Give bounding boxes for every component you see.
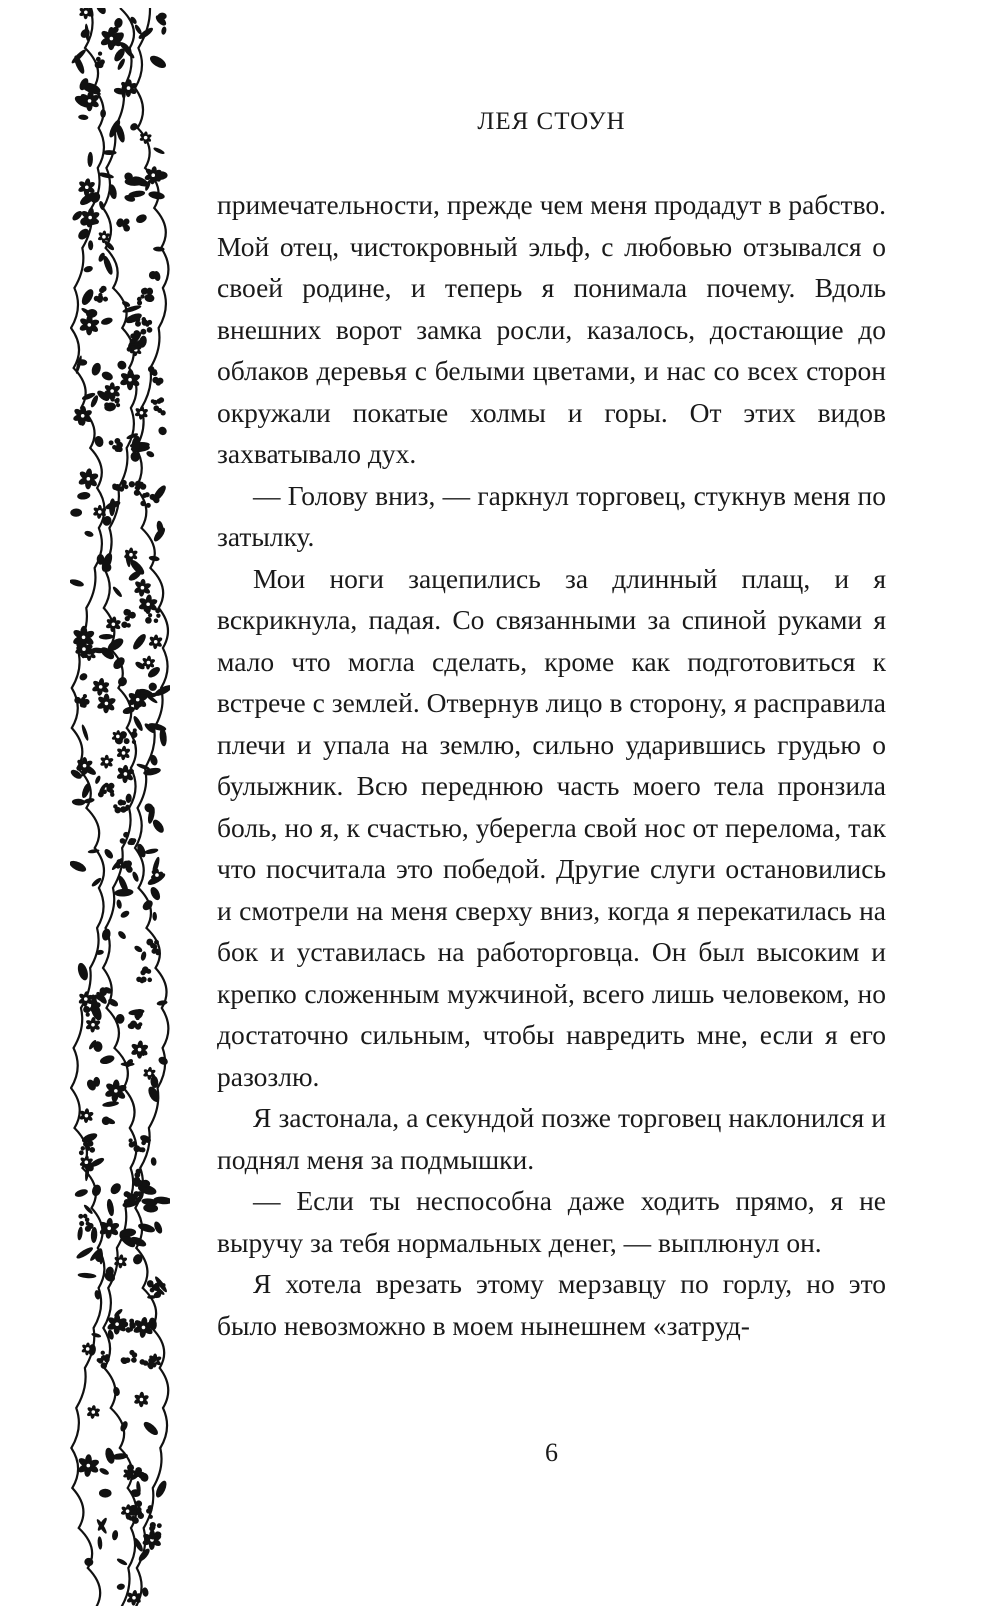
paragraph-narration: Мои ноги зацепились за длинный плащ, и я вскрикнула, падая. Со связанными за спиной руками я мало что могла сделать, кроме как подготовиться к встрече с землей. Отвернув лицо в сторону, я расправила плечи и упала на землю, сильно ударившись грудью о булыжник. Всю переднюю часть моего тела пронзила боль, но я, к счастью, уберегла свой нос от перелома, так что посчитала это победой. Другие слуги остановились и смотрели на меня сверху вниз, когда я перекатилась на бок и уставилась на работорговца. Он был высоким и крепко сложенным мужчиной, всего лишь человеком, но достаточно сильным, чтобы навредить мне, если я его разозлю. [217,562,886,1092]
paragraph-narration: Я хотела врезать этому мерзавцу по горлу, но это было невозможно в моем нынешнем «затруд- [217,1268,886,1341]
paragraph-dialogue: — Если ты неспособна даже ходить прямо, я не выручу за тебя нормальных денег, — выплюнул он. [217,1185,886,1258]
running-head: ЛЕЯ СТОУН [477,108,626,135]
paragraph-narration: Я застонала, а секундой позже торговец наклонился и поднял меня за подмышки. [217,1102,886,1175]
floral-border-icon [70,8,170,1606]
book-text [217,184,886,1346]
paragraph-continuation: примечательности, прежде чем меня продадут в рабство. Мой отец, чистокровный эльф, с любовью отзывался о своей родине, и теперь я понимала почему. Вдоль внешних ворот замка росли, казалось, достающие до облаков деревья с белыми цветами, и нас со всех сторон окружали покатые холмы и горы. От этих видов захватывало дух. [217,189,886,469]
paragraph-dialogue: — Голову вниз, — гаркнул торговец, стукнув меня по затылку. [217,479,886,552]
page-number: 6 [545,1438,558,1467]
floral-border [70,8,170,1606]
